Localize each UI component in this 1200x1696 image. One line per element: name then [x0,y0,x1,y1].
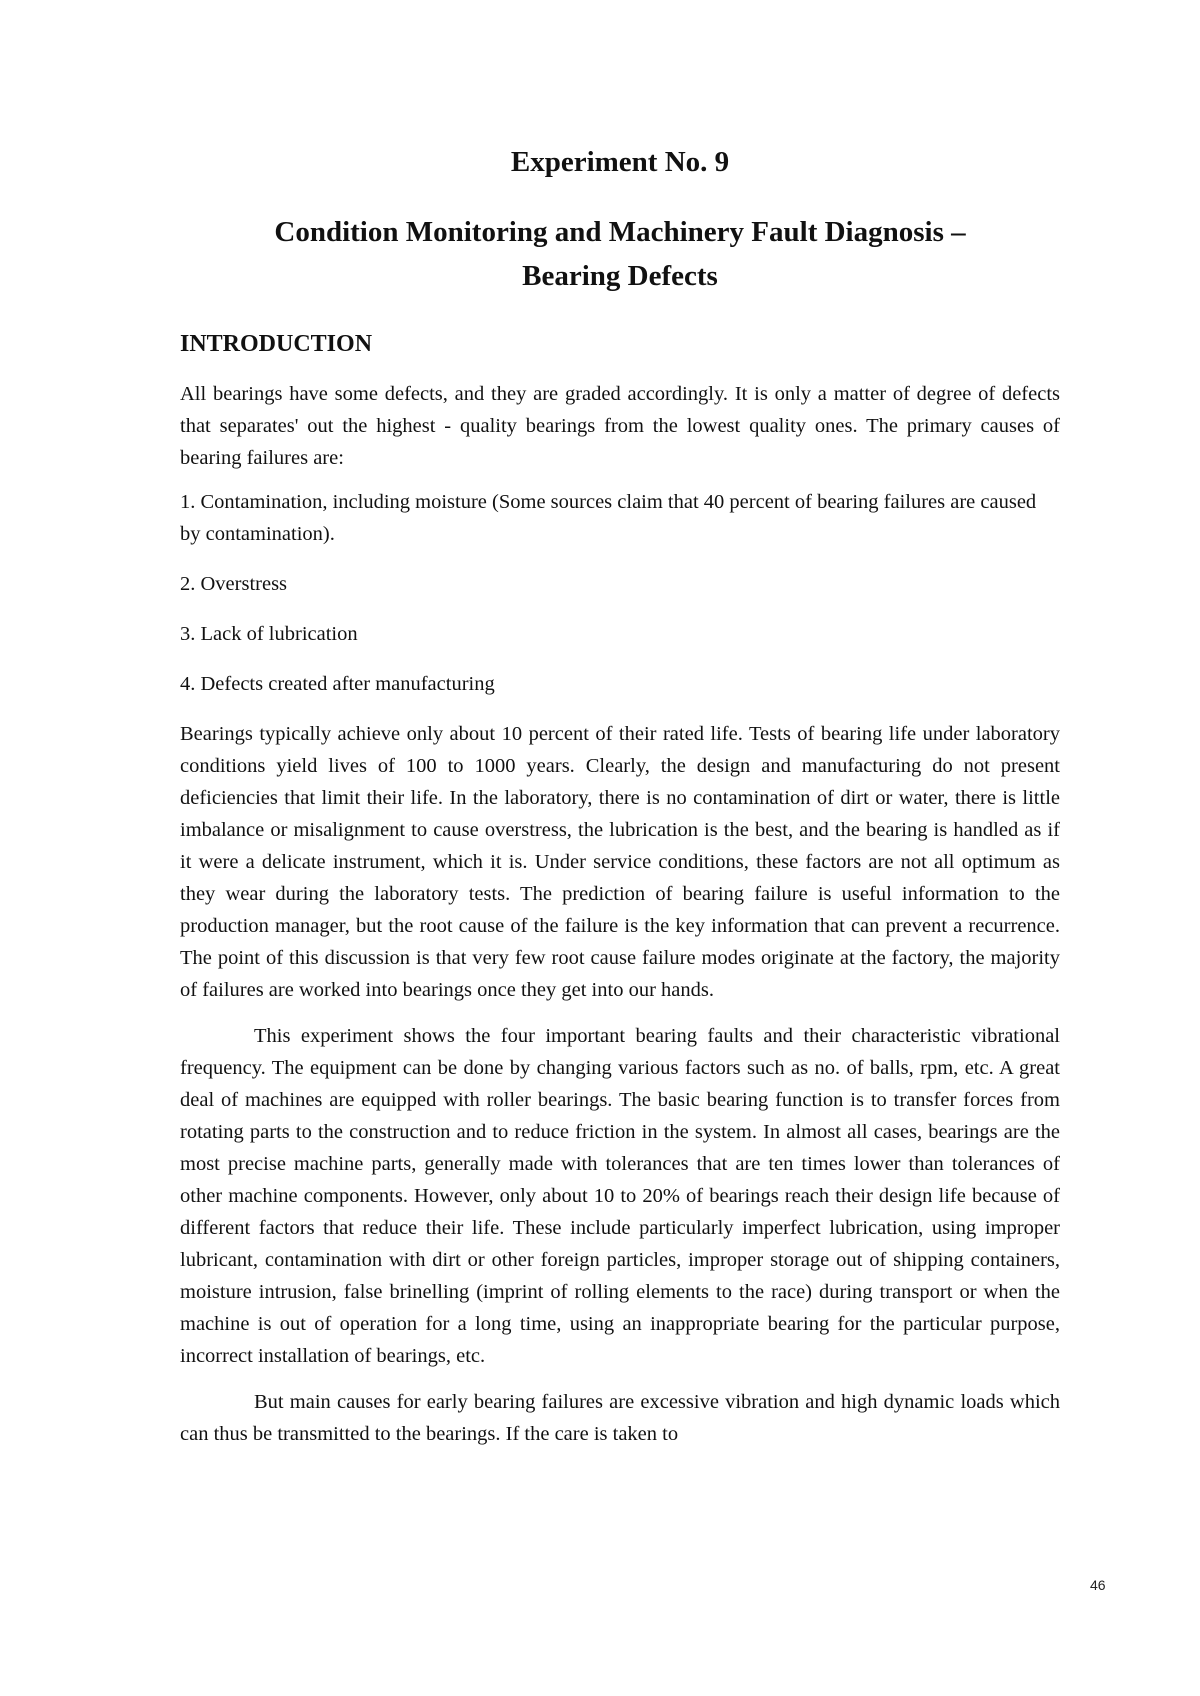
list-item-contamination: 1. Contamination, including moisture (Some sources claim that 40 percent of bearing failures are caused by contamination). [180,491,1037,545]
main-title-line-2: Bearing Defects [522,260,718,292]
page-content [180,140,1060,1464]
section-heading-introduction: INTRODUCTION [180,331,373,357]
list-item-lubrication: 3. Lack of lubrication [180,623,358,645]
body-paragraph-1: Bearings typically achieve only about 10 percent of their rated life. Tests of bearing life under laboratory conditions yield lives of 100 to 1000 years. Clearly, the design and manufacturing do not present deficiencies that limit their life. In the laboratory, there is no contamination of dirt or water, there is little imbalance or misalignment to cause overstress, the lubrication is the best, and the bearing is handled as if it were a delicate instrument, which it is. Under service conditions, these factors are not all optimum as they wear during the laboratory tests. The prediction of bearing failure is useful information to the production manager, but the root cause of the failure is the key information that can prevent a recurrence. The point of this discussion is that very few root cause failure modes originate at the factory, the majority of failures are worked into bearings once they get into our hands. [180,723,1060,1001]
main-title-line-1: Condition Monitoring and Machinery Fault Diagnosis – [274,216,966,248]
list-item-defects: 4. Defects created after manufacturing [180,673,495,695]
list-item-overstress: 2. Overstress [180,573,288,595]
body-paragraph-2: This experiment shows the four important bearing faults and their characteristic vibrational frequency. The equipment can be done by changing various factors such as no. of balls, rpm, etc. A great deal of machines are equipped with roller bearings. The basic bearing function is to transfer forces from rotating parts to the construction and to reduce friction in the system. In almost all cases, bearings are the most precise machine parts, generally made with tolerances that are ten times lower than tolerances of other machine components. However, only about 10 to 20% of bearings reach their design life because of different factors that reduce their life. These include particularly imperfect lubrication, using improper lubricant, contamination with dirt or other foreign particles, improper storage out of shipping containers, moisture intrusion, false brinelling (imprint of rolling elements to the race) during transport or when the machine is out of operation for a long time, using an inappropriate bearing for the particular purpose, incorrect installation of bearings, etc. [180,1025,1060,1367]
body-paragraph-3: But main causes for early bearing failures are excessive vibration and high dynamic loads which can thus be transmitted to the bearings. If the care is taken to [180,1391,1060,1445]
page-number: 46 [1090,1577,1106,1593]
intro-paragraph: All bearings have some defects, and they are graded accordingly. It is only a matter of degree of defects that separates' out the highest - quality bearings from the lowest quality ones. The primary causes of bearing failures are: [180,383,1060,469]
experiment-title: Experiment No. 9 [510,146,730,178]
